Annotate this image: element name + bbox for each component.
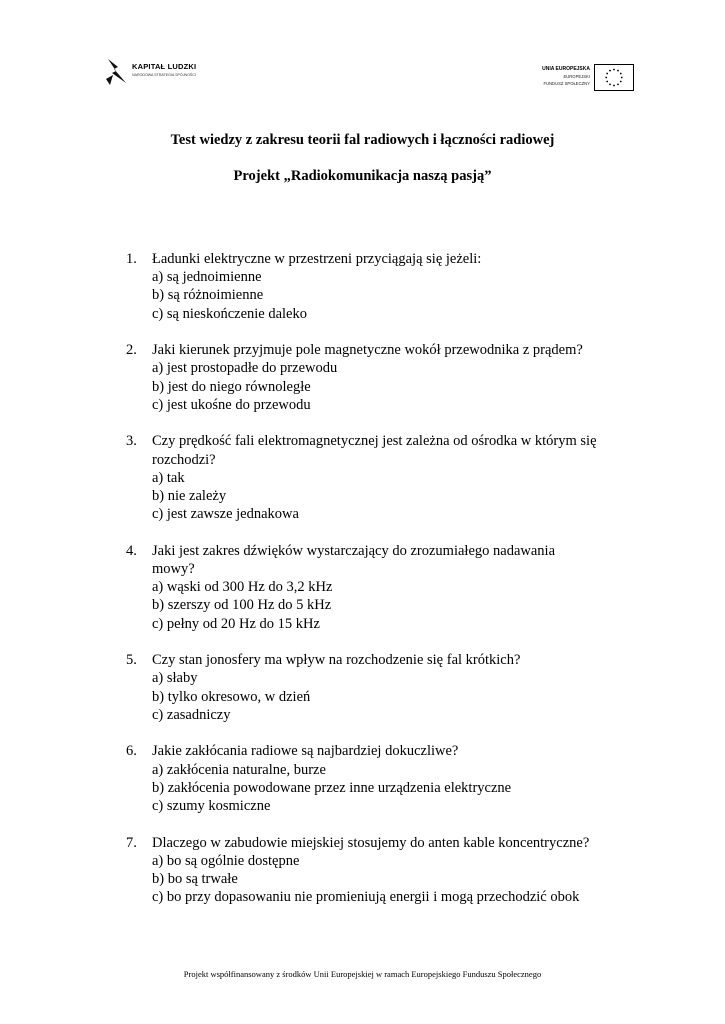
question-item [126,432,666,523]
kapital-ludzki-logo [104,57,214,91]
question-item [126,834,666,907]
question-item [126,742,666,815]
answer-option: c) bo przy dopasowaniu nie promieniują energii i mogą przechodzić obok [152,889,580,906]
answer-option: b) są różnoimienne [152,287,264,304]
answer-option: b) nie zależy [152,488,227,505]
answer-option: a) są jednoimienne [152,269,262,286]
eu-logo-line3: FUNDUSZ SPOŁECZNY [543,81,590,86]
answer-option: a) bo są ogólnie dostępne [152,852,300,869]
page-footer: Projekt współfinansowany z środków Unii Europejskiej w ramach Europejskiego Funduszu Społecznego [183,969,542,979]
question-text: Jakie zakłócania radiowe są najbardziej dokuczliwe? [152,743,459,760]
answer-option: b) zakłócenia powodowane przez inne urządzenia elektryczne [152,779,512,796]
test-title: Test wiedzy z zakresu teorii fal radiowych i łączności radiowej [170,132,555,148]
answer-option: a) wąski od 300 Hz do 3,2 kHz [152,579,333,596]
question-item [126,651,666,724]
answer-option: c) jest ukośne do przewodu [152,396,311,413]
question-list [126,250,666,925]
kapital-ludzki-emblem-icon [104,57,130,87]
answer-option: c) są nieskończenie daleko [152,305,307,322]
answer-option: c) szumy kosmiczne [152,798,271,815]
answer-option: a) słaby [152,670,198,687]
answer-option: b) bo są trwałe [152,871,238,888]
answer-option: b) jest do niego równoległe [152,378,311,395]
question-item [126,250,666,323]
kapital-ludzki-title: KAPITAŁ LUDZKI [132,62,197,71]
answer-option: c) pełny od 20 Hz do 15 kHz [152,615,320,632]
question-text: Czy stan jonosfery ma wpływ na rozchodzenie się fal krótkich? [152,652,521,669]
question-text-continued: rozchodzi? [152,451,216,468]
kapital-ludzki-subtitle: NARODOWA STRATEGIA SPÓJNOŚCI [132,73,196,77]
answer-option: a) zakłócenia naturalne, burze [152,761,326,778]
question-number: 3. [126,433,137,450]
answer-option: b) tylko okresowo, w dzień [152,688,311,705]
answer-option: a) tak [152,469,185,486]
eu-logo [530,64,634,94]
eu-flag-icon [594,64,634,91]
question-number: 4. [126,542,137,559]
answer-option: c) zasadniczy [152,706,231,723]
question-number: 2. [126,342,137,359]
question-number: 6. [126,743,137,760]
question-item [126,542,666,633]
project-title: Projekt „Radiokomunikacja naszą pasją” [233,168,492,184]
question-number: 5. [126,652,137,669]
question-text: Czy prędkość fali elektromagnetycznej jest zależna od ośrodka w którym się [152,433,597,450]
question-text-continued: mowy? [152,561,195,578]
question-number: 7. [126,834,137,851]
question-text: Dlaczego w zabudowie miejskiej stosujemy do anten kable koncentryczne? [152,834,590,851]
answer-option: c) jest zawsze jednakowa [152,506,299,523]
question-text: Ładunki elektryczne w przestrzeni przyciągają się jeżeli: [152,251,482,267]
eu-logo-line2: EUROPEJSKI [563,74,590,79]
answer-option: a) jest prostopadłe do przewodu [152,360,338,377]
eu-logo-text [542,66,590,87]
question-text: Jaki jest zakres dźwięków wystarczający do zrozumiałego nadawania [152,542,556,559]
eu-logo-line1: UNIA EUROPEJSKA [542,66,590,72]
question-text: Jaki kierunek przyjmuje pole magnetyczne wokół przewodnika z prądem? [152,342,583,359]
question-number: 1. [126,251,137,267]
answer-option: b) szerszy od 100 Hz do 5 kHz [152,597,332,614]
question-item [126,341,666,414]
